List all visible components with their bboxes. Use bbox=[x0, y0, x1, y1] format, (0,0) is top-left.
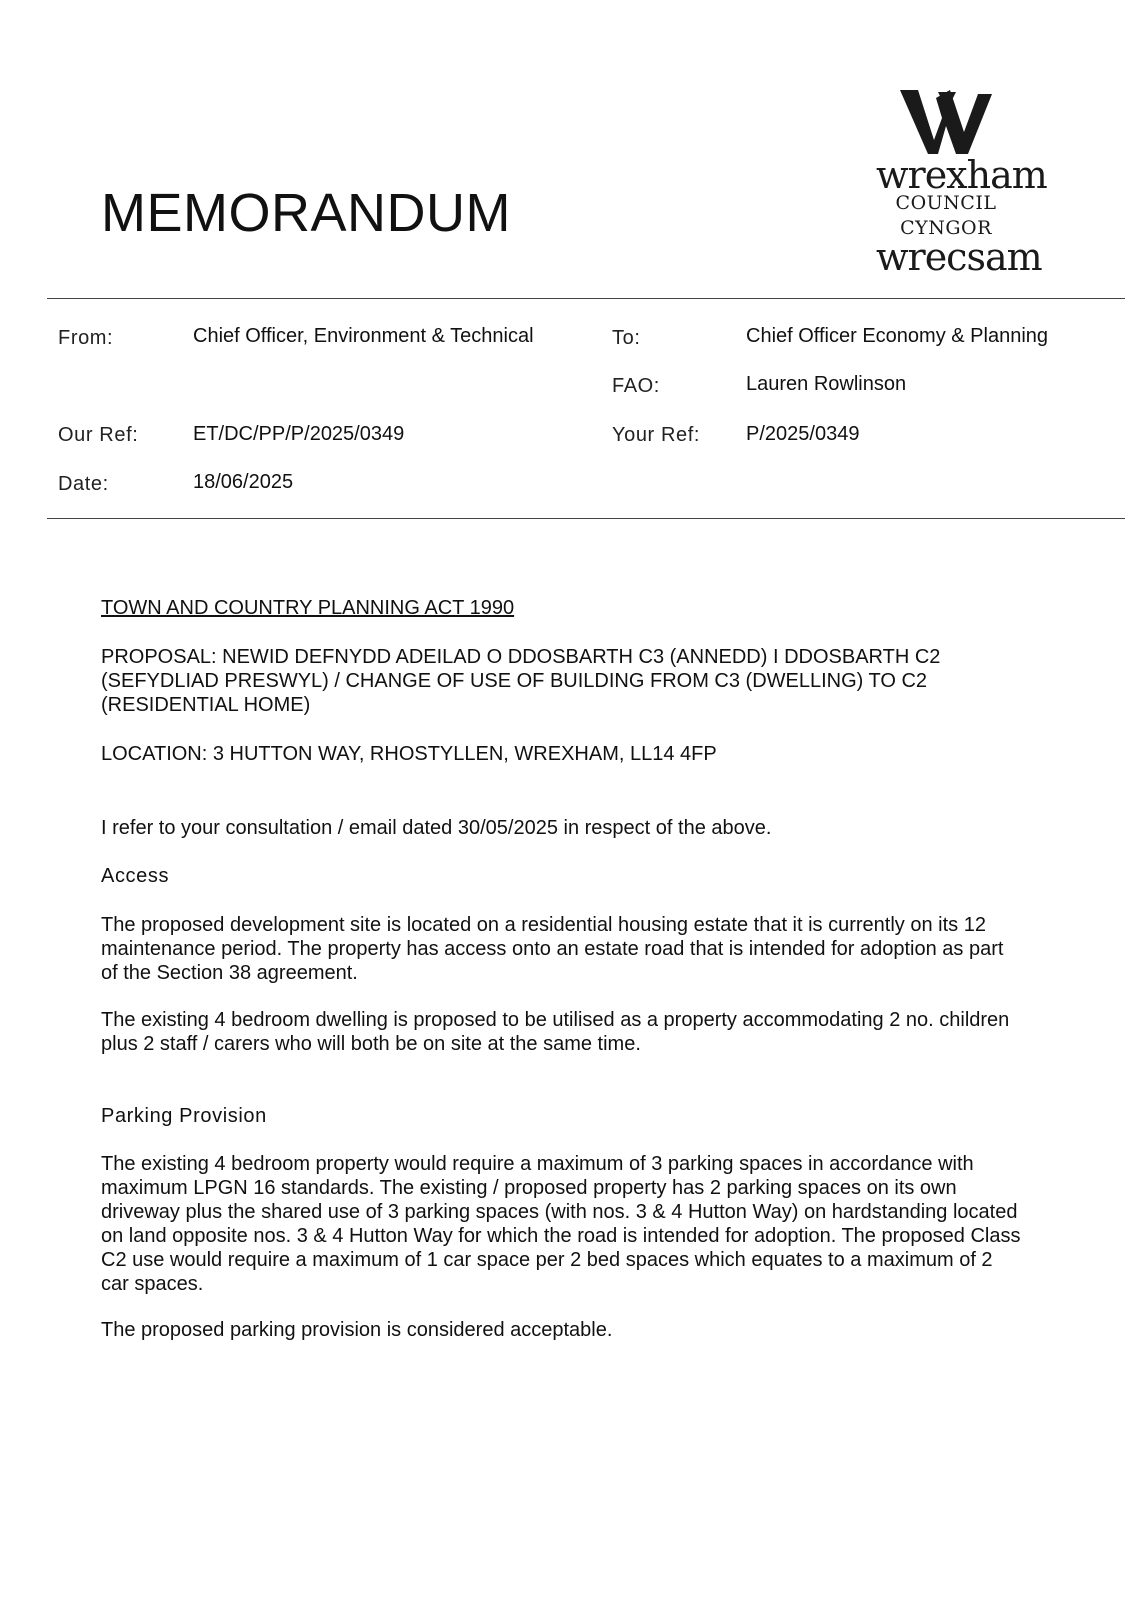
parking-paragraph-2 bbox=[101, 1318, 1021, 1342]
date-value: 18/06/2025 bbox=[193, 471, 294, 493]
wrexham-council-logo bbox=[876, 88, 1047, 279]
act-heading bbox=[101, 596, 1021, 620]
location-block bbox=[101, 742, 1021, 766]
access-p2-text: The existing 4 bedroom dwelling is proposed to be utilised as a property accommodating 2 no. children plus 2 staff / carers who will both be on site at the same time. bbox=[101, 1009, 1010, 1055]
our-ref-label: Our Ref: bbox=[58, 424, 139, 446]
to-value: Chief Officer Economy & Planning bbox=[746, 325, 1049, 347]
logo-cyngor-text: CYNGOR bbox=[900, 217, 992, 239]
proposal-block bbox=[101, 645, 1021, 717]
from-value: Chief Officer, Environment & Technical bbox=[193, 325, 534, 347]
logo-council-text: COUNCIL bbox=[895, 192, 997, 214]
your-ref-value: P/2025/0349 bbox=[746, 423, 860, 445]
access-paragraph-2 bbox=[101, 1008, 1021, 1056]
page-title: MEMORANDUM bbox=[101, 183, 511, 243]
access-heading bbox=[101, 864, 1021, 888]
to-label: To: bbox=[612, 327, 641, 349]
from-label: From: bbox=[58, 327, 114, 349]
header-divider-bottom bbox=[47, 518, 1125, 519]
logo-wrecsam-text: wrecsam bbox=[876, 235, 1042, 279]
proposal-text: PROPOSAL: NEWID DEFNYDD ADEILAD O DDOSBARTH C3 (ANNEDD) I DDOSBARTH C2 (SEFYDLIAD PRESWYL) / CHANGE OF USE OF BUILDING FROM C3 (DWELLING) TO C2 (RESIDENTIAL HOME) bbox=[101, 646, 941, 716]
w-emblem-icon bbox=[898, 88, 994, 156]
access-p1-text: The proposed development site is located on a residential housing estate that it is currently on its 12 maintenance period. The property has access onto an estate road that is intended for adoption as part of the Section 38 agreement. bbox=[101, 914, 1004, 984]
intro-text: I refer to your consultation / email dated 30/05/2025 in respect of the above. bbox=[101, 817, 772, 839]
parking-p1-text: The existing 4 bedroom property would require a maximum of 3 parking spaces in accordance with maximum LPGN 16 standards. The existing / proposed property has 2 parking spaces on its own driveway plus the shared use of 3 parking spaces (with nos. 3 & 4 Hutton Way) on hardstanding located on land opposite nos. 3 & 4 Hutton Way for which the road is intended for adoption. The proposed Class C2 use would require a maximum of 1 car space per 2 bed spaces which equates to a maximum of 2 car spaces. bbox=[101, 1153, 1021, 1295]
date-label: Date: bbox=[58, 473, 109, 495]
our-ref-value: ET/DC/PP/P/2025/0349 bbox=[193, 423, 405, 445]
your-ref-label: Your Ref: bbox=[612, 424, 701, 446]
header-divider-top bbox=[47, 298, 1125, 299]
access-heading-text: Access bbox=[101, 865, 170, 887]
logo-wrexham-text: wrexham bbox=[876, 153, 1047, 197]
fao-value: Lauren Rowlinson bbox=[746, 373, 907, 395]
parking-p2-text: The proposed parking provision is considered acceptable. bbox=[101, 1319, 613, 1341]
parking-paragraph-1 bbox=[101, 1152, 1021, 1296]
act-title: TOWN AND COUNTRY PLANNING ACT 1990 bbox=[101, 597, 515, 619]
location-text: LOCATION: 3 HUTTON WAY, RHOSTYLLEN, WREXHAM, LL14 4FP bbox=[101, 743, 717, 765]
access-paragraph-1 bbox=[101, 913, 1021, 985]
parking-heading-text: Parking Provision bbox=[101, 1105, 267, 1127]
intro-block bbox=[101, 816, 1021, 840]
parking-heading bbox=[101, 1104, 1021, 1128]
fao-label: FAO: bbox=[612, 375, 660, 397]
